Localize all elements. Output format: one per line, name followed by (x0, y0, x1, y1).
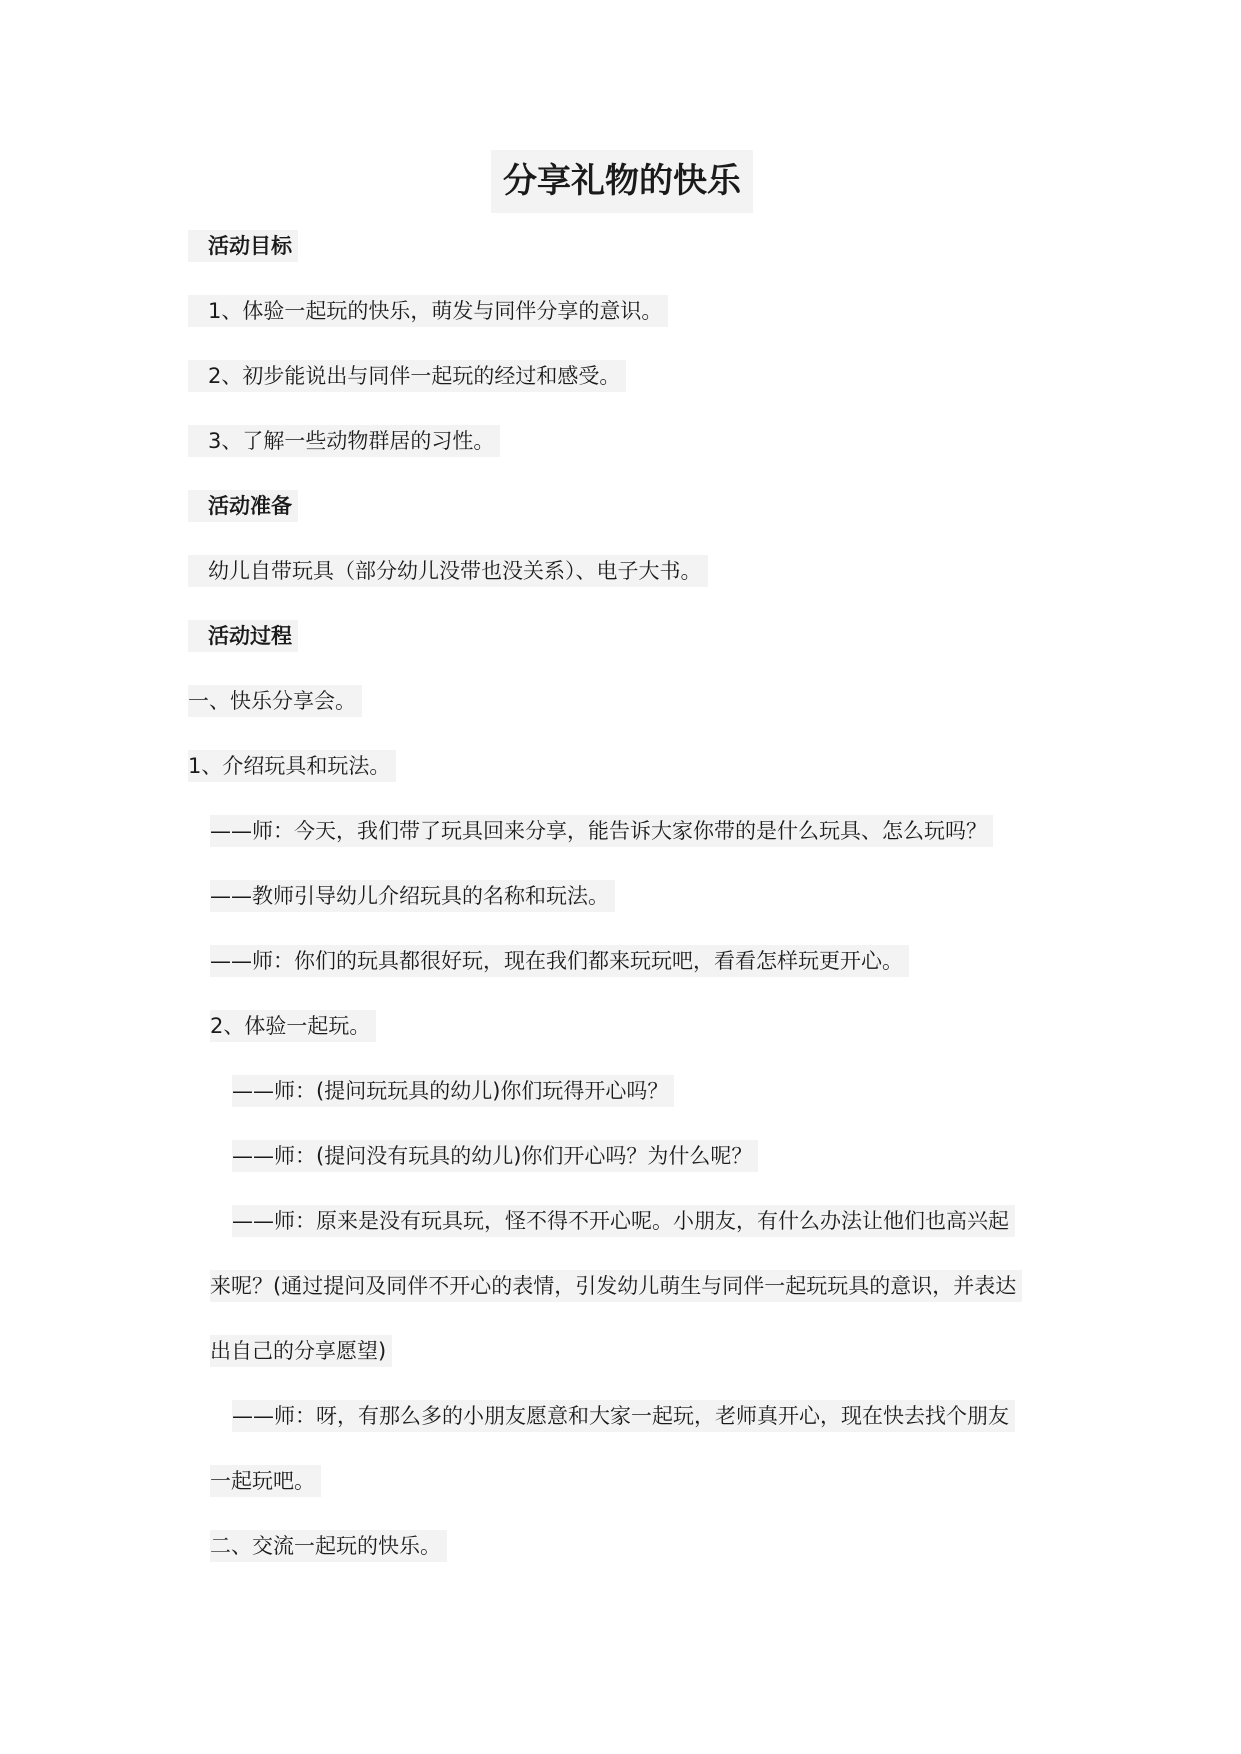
part2-title: 二、交流一起玩的快乐。 (210, 1530, 447, 1562)
step2-line-5: 出自己的分享愿望) (210, 1335, 392, 1367)
step2-line-1: ——师：(提问玩玩具的幼儿)你们玩得开心吗？ (232, 1075, 674, 1107)
step2-line-4: 来呢？(通过提问及同伴不开心的表情，引发幼儿萌生与同伴一起玩玩具的意识，并表达 (210, 1270, 1022, 1302)
step2-line-2: ——师：(提问没有玩具的幼儿)你们开心吗？为什么呢？ (232, 1140, 758, 1172)
step2-line-6: ——师：呀，有那么多的小朋友愿意和大家一起玩，老师真开心，现在快去找个朋友 (232, 1400, 1015, 1432)
prep-heading: 活动准备 (188, 490, 298, 522)
goal-item-2: 2、初步能说出与同伴一起玩的经过和感受。 (188, 360, 626, 392)
prep-text: 幼儿自带玩具（部分幼儿没带也没关系）、电子大书。 (188, 555, 708, 587)
step2-title: 2、体验一起玩。 (210, 1010, 376, 1042)
part1-title: 一、快乐分享会。 (188, 685, 362, 717)
step1-line-2: ——教师引导幼儿介绍玩具的名称和玩法。 (210, 880, 615, 912)
document-title: 分享礼物的快乐 (491, 150, 753, 213)
step1-line-3: ——师：你们的玩具都很好玩，现在我们都来玩玩吧，看看怎样玩更开心。 (210, 945, 909, 977)
goals-heading: 活动目标 (188, 230, 298, 262)
goal-item-3: 3、了解一些动物群居的习性。 (188, 425, 500, 457)
step2-line-3: ——师：原来是没有玩具玩，怪不得不开心呢。小朋友，有什么办法让他们也高兴起 (232, 1205, 1015, 1237)
step1-title: 1、介绍玩具和玩法。 (188, 750, 396, 782)
step1-line-1: ——师：今天，我们带了玩具回来分享，能告诉大家你带的是什么玩具、怎么玩吗？ (210, 815, 993, 847)
goal-item-1: 1、体验一起玩的快乐，萌发与同伴分享的意识。 (188, 295, 668, 327)
step2-line-7: 一起玩吧。 (210, 1465, 321, 1497)
process-heading: 活动过程 (188, 620, 298, 652)
